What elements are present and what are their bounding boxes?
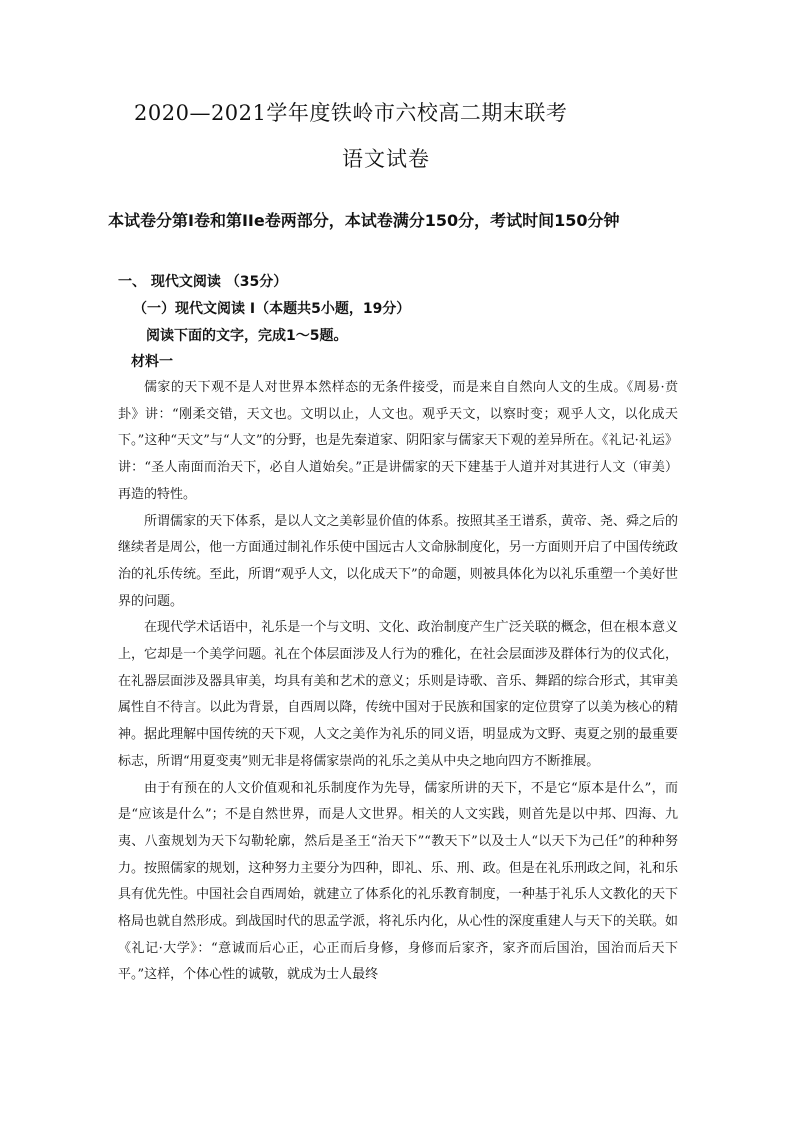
material-label: 材料一 bbox=[131, 354, 173, 370]
passage-paragraph: 由于有预在的人文价值观和礼乐制度作为先导，儒家所讲的天下，不是它“原本是什么”，而是“应该是什么”；不是自然世界，而是人文世界。相关的人文实践，则首先是以中邦、四海、九夷、八蛮规划为天下勾勒轮廓，然后是圣王“治天下”“教天下”以及士人“以天下为己任”的种种努力。按照儒家的规划，这种努力主要分为四种，即礼、乐、刑、政。但是在礼乐刑政之间，礼和乐具有优先性。中国社会自西周始，就建立了体系化的礼乐教育制度，一种基于礼乐人文教化的天下格局也就自然形成。到战国时代的思孟学派，将礼乐内化，从心性的深度重建人与天下的关联。如《礼记·大学》：“意诚而后心正，心正而后身修，身修而后家齐，家齐而后国治，国治而后天下平。”这样，个体心性的诚敬，就成为士人最终 bbox=[118, 780, 678, 983]
reading-passage bbox=[118, 375, 678, 989]
exam-title: 2020—2021学年度铁岭市六校高二期末联考 bbox=[134, 101, 568, 125]
exam-notice: 本试卷分第I卷和第IIe卷两部分，本试卷满分150分，考试时间150分钟 bbox=[108, 211, 620, 230]
section-heading: 一、 现代文阅读 （35分） bbox=[118, 274, 288, 290]
reading-instruction: 阅读下面的文字，完成1～5题。 bbox=[146, 328, 348, 344]
section-subheading: （一）现代文阅读 I（本题共5小题，19分） bbox=[133, 301, 411, 317]
exam-subtitle: 语文试卷 bbox=[342, 147, 430, 171]
passage-paragraph: 在现代学术话语中，礼乐是一个与文明、文化、政治制度产生广泛关联的概念，但在根本意义上，它却是一个美学问题。礼在个体层面涉及人行为的雅化，在社会层面涉及群体行为的仪式化，在礼器层面涉及器具审美，均具有美和艺术的意义；乐则是诗歌、音乐、舞蹈的综合形式，其审美属性自不待言。以此为背景，自西周以降，传统中国对于民族和国家的定位贯穿了以美为核心的精神。据此理解中国传统的天下观，人文之美作为礼乐的同义语，明显成为文野、夷夏之别的最重要标志，所谓“用夏变夷”则无非是将儒家崇尚的礼乐之美从中央之地向四方不断推展。 bbox=[118, 620, 678, 769]
passage-paragraph: 儒家的天下观不是人对世界本然样态的无条件接受，而是来自自然向人文的生成。《周易·贲卦》讲：“刚柔交错，天文也。文明以止，人文也。观乎天文，以察时变；观乎人文，以化成天下。”这种“天文”与“人文”的分野，也是先秦道家、阴阳家与儒家天下观的差异所在。《礼记·礼运》讲：“圣人南面而治天下，必自人道始矣。”正是讲儒家的天下建基于人道并对其进行人文（审美）再造的特性。 bbox=[118, 380, 678, 502]
passage-paragraph: 所谓儒家的天下体系，是以人文之美彰显价值的体系。按照其圣王谱系，黄帝、尧、舜之后的继续者是周公，他一方面通过制礼作乐使中国远古人文命脉制度化，另一方面则开启了中国传统政治的礼乐传统。至此，所谓“观乎人文，以化成天下”的命题，则被具体化为以礼乐重塑一个美好世界的问题。 bbox=[118, 513, 678, 609]
